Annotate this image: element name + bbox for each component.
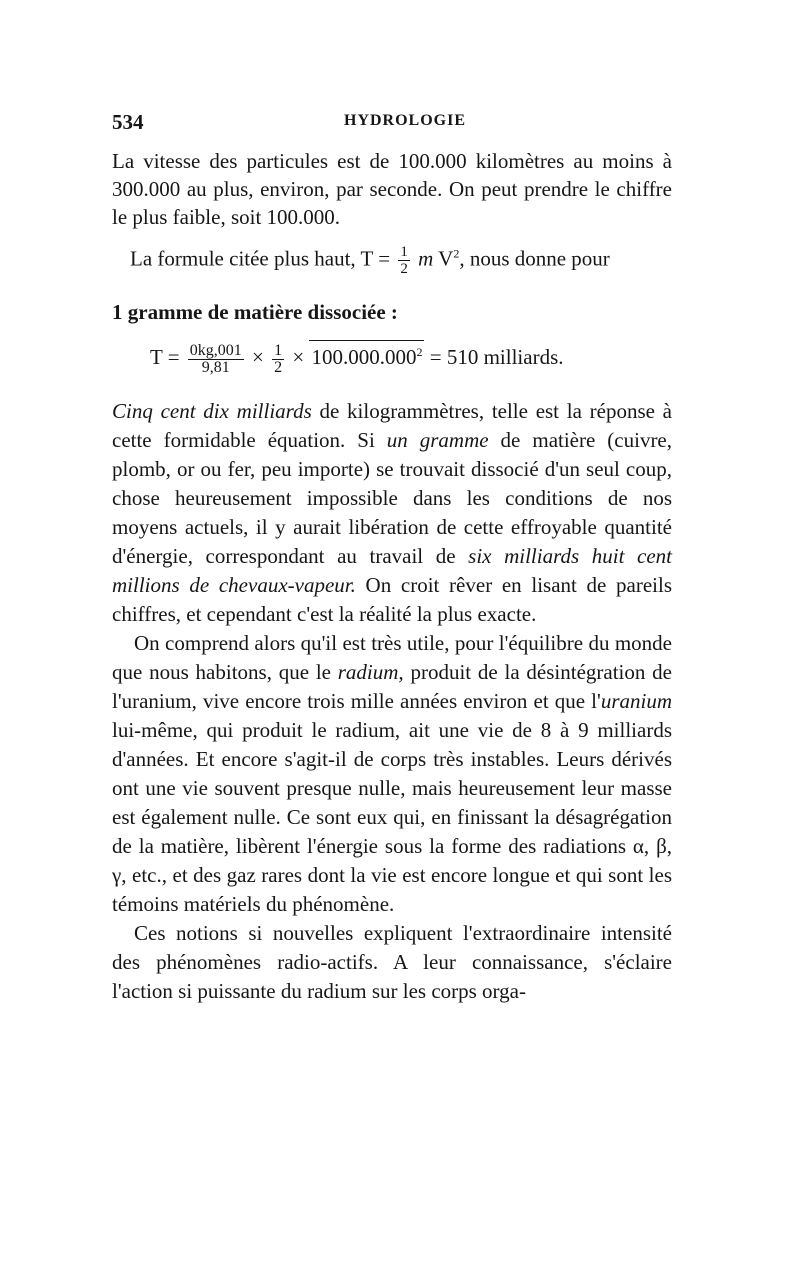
p2-text-b: produit de la désintégration de l'uranium, vive encore trois mille années environ et que l': [112, 660, 672, 713]
equation-lhs: T =: [150, 345, 180, 369]
half-fraction-2: [272, 343, 284, 376]
p1-text-a: de kilogrammètres, telle est la réponse à cette formidable équation. Si: [112, 399, 672, 452]
half-denominator: 2: [400, 261, 408, 277]
paragraph-2: [112, 629, 672, 919]
page-header: [112, 110, 672, 136]
running-head: HYDROLOGIE: [344, 112, 467, 129]
half-fraction: [398, 244, 410, 277]
velocity-exponent: 2: [453, 246, 460, 261]
mass-denominator: 9,81: [201, 358, 230, 376]
page-number: 534: [112, 110, 144, 134]
p1-text-b: de matière (cuivre, plomb, or ou fer, peu importe) se trouvait dissocié d'un seul coup, chose heureusement impossible dans les conditions de nos moyens actuels, il y aurait libération de cette effroyable quantité d'énergie, correspondant au travail de: [112, 428, 673, 568]
gram-line: 1 gramme de matière dissociée :: [112, 300, 398, 324]
p1-italic: Cinq cent dix milliards: [112, 399, 312, 423]
intro-text: La vitesse des particules est de 100.000 kilomètres au moins à 300.000 au plus, environ, par seconde. On peut prendre le chiffre le plus faible, soit 100.000.: [112, 149, 672, 229]
half-numerator-2: 1: [274, 341, 283, 359]
formula-reference-line: [130, 244, 690, 284]
velocity-value: [309, 340, 424, 368]
p2-text-c: lui-même, qui produit le radium, ait une vie de 8 à 9 milliards d'années. Et encore s'agit-il de corps très instables. Leurs dérivés ont une vie souvent presque nulle, mais heureusement leur masse est également nulle. Ce sont eux qui, en finissant la désagrégation de la matière, libèrent l'énergie sous la forme des radiations α, β, γ, etc., et des gaz rares dont la vie est encore longue et qui sont les témoins matériels du phénomène.: [112, 718, 672, 916]
times-sign-2: ×: [292, 345, 305, 369]
p2-text-a: On comprend alors qu'il est très utile, pour l'équilibre du monde que nous habitons, que le: [112, 631, 672, 684]
p2-italic-2: uranium: [600, 689, 672, 713]
mass-symbol: m: [418, 246, 434, 271]
times-sign-1: ×: [252, 345, 264, 369]
energy-equation: [150, 340, 710, 388]
paragraph-3: Ces notions si nouvelles expliquent l'extraordinaire intensité des phénomènes radio-actifs. A leur connaissance, s'éclaire l'action si puissante du radium sur les corps orga-: [112, 921, 672, 1003]
velocity-number: 100.000.000: [311, 345, 417, 369]
p1-italic-3: six milliards huit cent millions de chevaux-vapeur.: [112, 544, 673, 597]
main-text: [112, 397, 672, 1006]
formula-lead: La formule citée plus haut, T =: [130, 246, 391, 271]
paragraph-1: [112, 397, 672, 629]
p2-italic: radium,: [337, 660, 404, 684]
mass-numerator: 0kg,001: [189, 341, 242, 359]
p1-italic-2: un gramme: [386, 428, 489, 452]
equation-result: = 510 milliards.: [429, 345, 564, 369]
velocity-symbol: V: [438, 246, 454, 271]
half-denominator-2: 2: [274, 358, 283, 376]
velocity-value-exponent: 2: [416, 345, 423, 359]
mass-fraction: [188, 343, 244, 376]
p1-text-c: On croit rêver en lisant de pareils chiffres, et cependant c'est la réalité la plus exacte.: [112, 573, 673, 626]
intro-paragraph: [112, 147, 672, 231]
formula-tail: , nous donne pour: [459, 246, 610, 271]
half-numerator: 1: [400, 244, 408, 260]
